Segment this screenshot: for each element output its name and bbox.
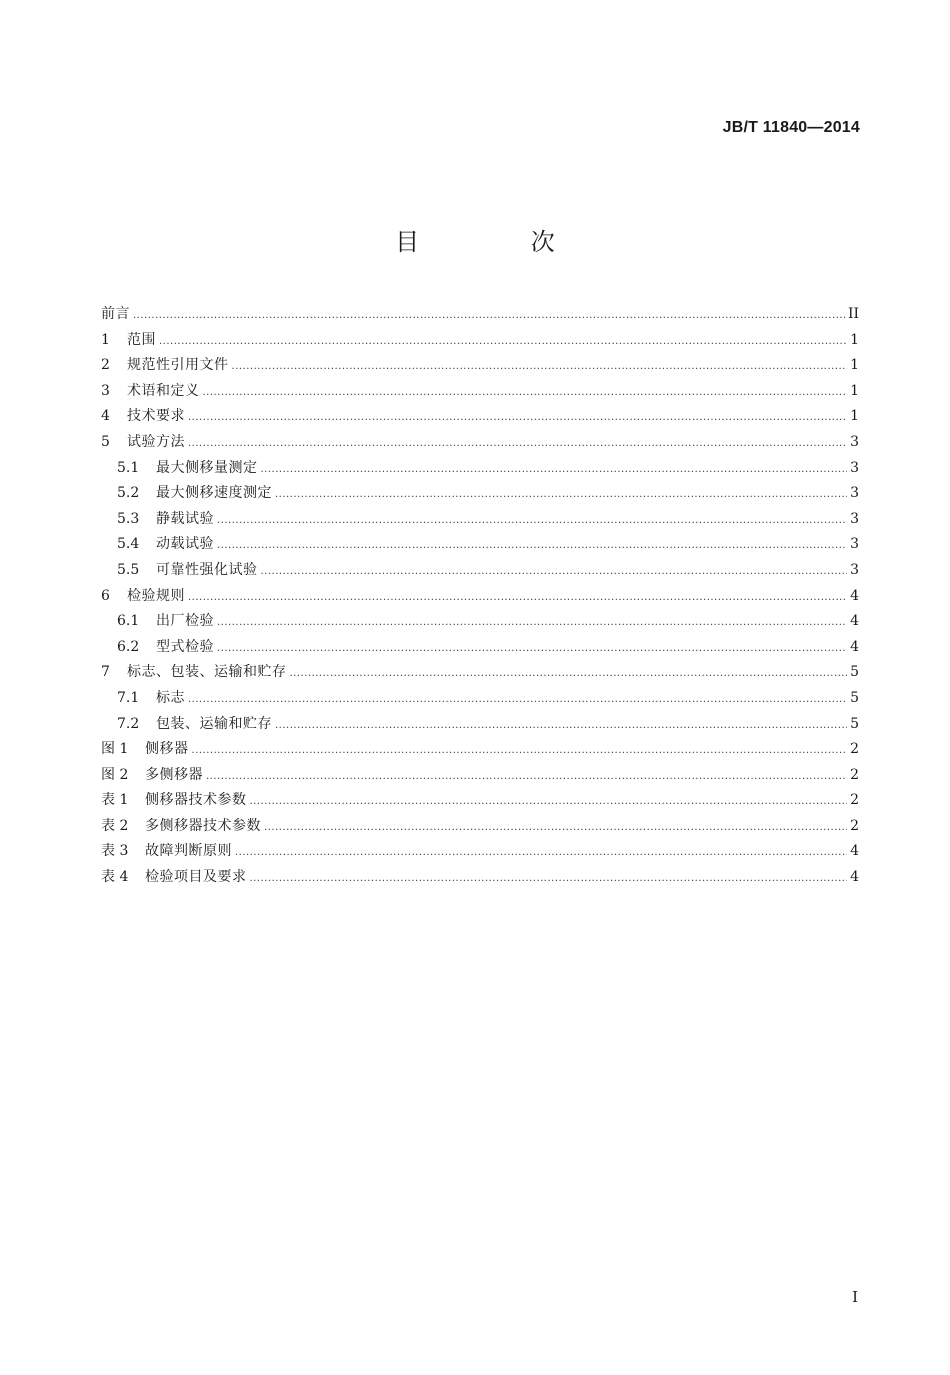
toc-entry-number: 3	[101, 382, 110, 399]
toc-entry[interactable]	[101, 430, 859, 456]
dot-leader	[203, 380, 848, 406]
toc-entry-label: 标志	[156, 689, 185, 706]
dot-leader	[133, 303, 845, 329]
toc-entry-number: 表 4	[101, 869, 129, 886]
dot-leader	[290, 661, 848, 687]
dot-leader	[188, 431, 847, 457]
toc-entry-label: 范围	[127, 331, 156, 348]
toc-entry-page: 2	[850, 766, 859, 783]
toc-entry-page: 1	[850, 357, 859, 374]
toc-entry[interactable]	[101, 532, 859, 558]
toc-entry-number: 5	[101, 433, 110, 450]
toc-entry-label: 侧移器	[145, 741, 189, 758]
toc-entry-page: 1	[850, 382, 859, 399]
toc-entry[interactable]	[101, 507, 859, 533]
toc-entry-label: 静载试验	[156, 510, 214, 527]
toc-entry-number: 表 1	[101, 792, 129, 809]
toc-entry-label: 包装、运输和贮存	[156, 715, 272, 732]
toc-entry-page: II	[847, 306, 859, 322]
toc-entry[interactable]	[101, 609, 859, 635]
toc-entry-page: 4	[850, 843, 859, 860]
toc-entry-label: 最大侧移量测定	[156, 459, 258, 476]
toc-entry-label: 侧移器技术参数	[145, 792, 247, 809]
toc-entry[interactable]	[101, 686, 859, 712]
toc-entry[interactable]	[101, 456, 859, 482]
toc-entry-label: 试验方法	[127, 433, 185, 450]
toc-entry-page: 3	[850, 433, 859, 450]
dot-leader	[188, 687, 847, 713]
toc-entry[interactable]	[101, 302, 859, 328]
dot-leader	[188, 585, 847, 611]
document-code: JB/T 11840—2014	[722, 119, 860, 136]
page-number: I	[852, 1288, 858, 1306]
toc-entry-number: 5.3	[117, 510, 140, 527]
toc-entry[interactable]	[101, 558, 859, 584]
toc-entry-page: 3	[850, 459, 859, 476]
dot-leader	[206, 764, 847, 790]
dot-leader	[264, 815, 847, 841]
toc-entry[interactable]	[101, 379, 859, 405]
toc-entry-label: 术语和定义	[127, 382, 200, 399]
toc-entry-number: 5.5	[117, 561, 140, 578]
toc-entry-number: 6.1	[117, 613, 140, 630]
dot-leader	[188, 405, 847, 431]
dot-leader	[159, 329, 847, 355]
toc-entry-number: 图 1	[101, 741, 129, 758]
toc-entry[interactable]	[101, 635, 859, 661]
toc-entry-page: 2	[850, 741, 859, 758]
toc-entry-page: 3	[850, 485, 859, 502]
toc-entry-page: 3	[850, 510, 859, 527]
toc-entry-number: 表 2	[101, 817, 129, 834]
toc-entry[interactable]	[101, 865, 859, 891]
toc-entry-label: 型式检验	[156, 638, 214, 655]
toc-entry-page: 5	[850, 689, 859, 706]
toc-entry[interactable]	[101, 328, 859, 354]
toc-entry-label: 标志、包装、运输和贮存	[127, 664, 287, 681]
toc-entry-number: 图 2	[101, 766, 129, 783]
toc-entry-label: 最大侧移速度测定	[156, 485, 272, 502]
toc-entry-page: 3	[850, 536, 859, 553]
toc-entry-page: 3	[850, 561, 859, 578]
toc-entry-page: 4	[850, 638, 859, 655]
toc-entry-number: 4	[101, 408, 110, 425]
toc-entry-number: 5.4	[117, 536, 140, 553]
dot-leader	[261, 457, 848, 483]
toc-entry-label: 多侧移器	[145, 766, 203, 783]
toc-entry-number: 7	[101, 664, 110, 681]
toc-entry-page: 2	[850, 817, 859, 834]
toc-entry-label: 前言	[101, 306, 130, 322]
toc-entry[interactable]	[101, 660, 859, 686]
toc-entry-label: 故障判断原则	[145, 843, 232, 860]
toc-entry-page: 4	[850, 613, 859, 630]
toc-entry-label: 规范性引用文件	[127, 357, 229, 374]
toc-entry[interactable]	[101, 712, 859, 738]
toc-entry-label: 多侧移器技术参数	[145, 817, 261, 834]
toc-entry-number: 7.2	[117, 715, 140, 732]
dot-leader	[261, 559, 848, 585]
dot-leader	[235, 840, 847, 866]
toc-entry[interactable]	[101, 404, 859, 430]
toc-entry[interactable]	[101, 737, 859, 763]
dot-leader	[217, 610, 847, 636]
toc-entry-page: 4	[850, 587, 859, 604]
toc-entry[interactable]	[101, 353, 859, 379]
toc-entry-number: 7.1	[117, 689, 140, 706]
toc-entry-label: 技术要求	[127, 408, 185, 425]
toc-entry-page: 5	[850, 715, 859, 732]
toc-entry-label: 可靠性强化试验	[156, 561, 258, 578]
toc-title: 目 次	[395, 228, 607, 256]
dot-leader	[217, 636, 847, 662]
toc-entry-number: 6.2	[117, 638, 140, 655]
toc-entry-label: 出厂检验	[156, 613, 214, 630]
dot-leader	[275, 713, 847, 739]
toc-entry-page: 2	[850, 792, 859, 809]
toc-entry-number: 2	[101, 357, 110, 374]
toc-entry-number: 表 3	[101, 843, 129, 860]
toc-entry-page: 5	[850, 664, 859, 681]
toc-entry-page: 4	[850, 869, 859, 886]
toc-entry[interactable]	[101, 584, 859, 610]
toc-entry-label: 检验项目及要求	[145, 869, 247, 886]
dot-leader	[250, 866, 848, 892]
dot-leader	[217, 533, 847, 559]
dot-leader	[232, 354, 848, 380]
dot-leader	[192, 738, 848, 764]
table-of-contents	[101, 302, 859, 891]
toc-entry-number: 1	[101, 331, 110, 348]
dot-leader	[250, 789, 848, 815]
toc-entry-label: 动载试验	[156, 536, 214, 553]
toc-entry-number: 5.1	[117, 459, 140, 476]
toc-entry-page: 1	[850, 408, 859, 425]
toc-entry-label: 检验规则	[127, 587, 185, 604]
toc-entry[interactable]	[101, 788, 859, 814]
toc-entry-page: 1	[850, 331, 859, 348]
toc-entry-number: 6	[101, 587, 110, 604]
toc-entry[interactable]	[101, 481, 859, 507]
dot-leader	[217, 508, 847, 534]
toc-entry-number: 5.2	[117, 485, 140, 502]
toc-entry[interactable]	[101, 763, 859, 789]
dot-leader	[275, 482, 847, 508]
toc-entry[interactable]	[101, 814, 859, 840]
toc-entry[interactable]	[101, 839, 859, 865]
